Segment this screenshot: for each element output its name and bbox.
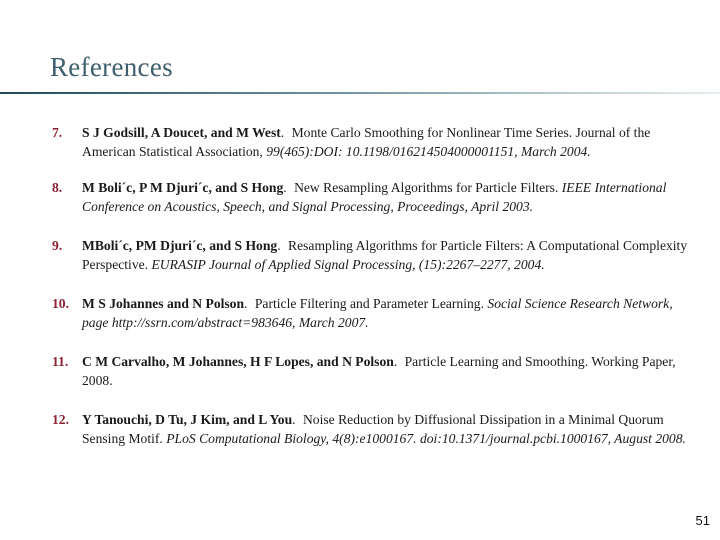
- reference-item: 8. M Boli´c, P M Djuri´c, and S Hong. New Resampling Algorithms for Particle Filters. IEEE International Conference on Acoustics, Speech, and Signal Processing, Proceedings, April 2003.: [52, 180, 667, 214]
- reference-authors: M Boli´c, P M Djuri´c, and S Hong: [82, 180, 284, 195]
- page-title: References: [50, 52, 173, 82]
- reference-title: Particle Filtering and Parameter Learning.: [254, 296, 484, 311]
- reference-title: New Resampling Algorithms for Particle Filters.: [294, 180, 559, 195]
- reference-details: Social Science Research Network, page http://ssrn.com/abstract=983646, March 2007.: [82, 296, 673, 330]
- reference-authors: S J Godsill, A Doucet, and M West: [82, 125, 281, 140]
- reference-item: 12. Y Tanouchi, D Tu, J Kim, and L You. Noise Reduction by Diffusional Dissipation in a Minimal Quorum Sensing Motif. PLoS Computational Biology, 4(8):e1000167. doi:10.1371/journal.pcbi.1000167, August 2008.: [52, 412, 686, 446]
- title-divider: [0, 92, 720, 94]
- reference-details: PLoS Computational Biology, 4(8):e1000167. doi:10.1371/journal.pcbi.1000167, August 2008.: [166, 430, 686, 446]
- reference-title: Particle Learning and Smoothing.: [404, 354, 589, 369]
- reference-item: 9. MBoli´c, PM Djuri´c, and S Hong. Resampling Algorithms for Particle Filters: A Computational Complexity Perspective. EURASIP Journal of Applied Signal Processing, (15):2267–2277, 2004.: [52, 238, 688, 272]
- reference-number: 10.: [52, 296, 69, 311]
- reference-authors: C M Carvalho, M Johannes, H F Lopes, and N Polson: [82, 354, 394, 369]
- reference-item: 11. C M Carvalho, M Johannes, H F Lopes, and N Polson. Particle Learning and Smoothing. Working Paper, 2008.: [52, 354, 676, 388]
- reference-details: IEEE International Conference on Acoustics, Speech, and Signal Processing, Proceedings, April 2003.: [82, 180, 667, 214]
- reference-title: Noise Reduction by Diffusional Dissipation in a Minimal Quorum Sensing Motif.: [82, 412, 664, 446]
- reference-venue: Working Paper, 2008.: [82, 354, 676, 388]
- reference-venue: Journal of the American Statistical Association,: [82, 125, 651, 159]
- reference-title: Resampling Algorithms for Particle Filters: A Computational Complexity Perspective.: [82, 238, 688, 272]
- page-number: 51: [695, 513, 710, 528]
- reference-number: 11.: [52, 354, 69, 369]
- reference-number: 7.: [52, 125, 63, 140]
- reference-title: Monte Carlo Smoothing for Nonlinear Time Series.: [291, 125, 573, 140]
- reference-number: 8.: [52, 180, 63, 195]
- reference-details: 99(465):DOI: 10.1198/016214504000001151, March 2004.: [266, 143, 591, 159]
- reference-authors: M S Johannes and N Polson: [82, 296, 245, 311]
- reference-details: EURASIP Journal of Applied Signal Processing, (15):2267–2277, 2004.: [151, 256, 545, 272]
- reference-number: 12.: [52, 412, 69, 427]
- reference-item: 10. M S Johannes and N Polson. Particle Filtering and Parameter Learning. Social Science Research Network, page http://ssrn.com/abstract=983646, March 2007.: [52, 296, 673, 330]
- reference-item: 7. S J Godsill, A Doucet, and M West. Monte Carlo Smoothing for Nonlinear Time Series. Journal of the American Statistical Association, 99(465):DOI: 10.1198/016214504000001151, March 2004.: [52, 125, 651, 159]
- reference-authors: Y Tanouchi, D Tu, J Kim, and L You: [82, 412, 293, 427]
- reference-authors: MBoli´c, PM Djuri´c, and S Hong: [82, 238, 278, 253]
- reference-list: [52, 124, 692, 448]
- reference-number: 9.: [52, 238, 63, 253]
